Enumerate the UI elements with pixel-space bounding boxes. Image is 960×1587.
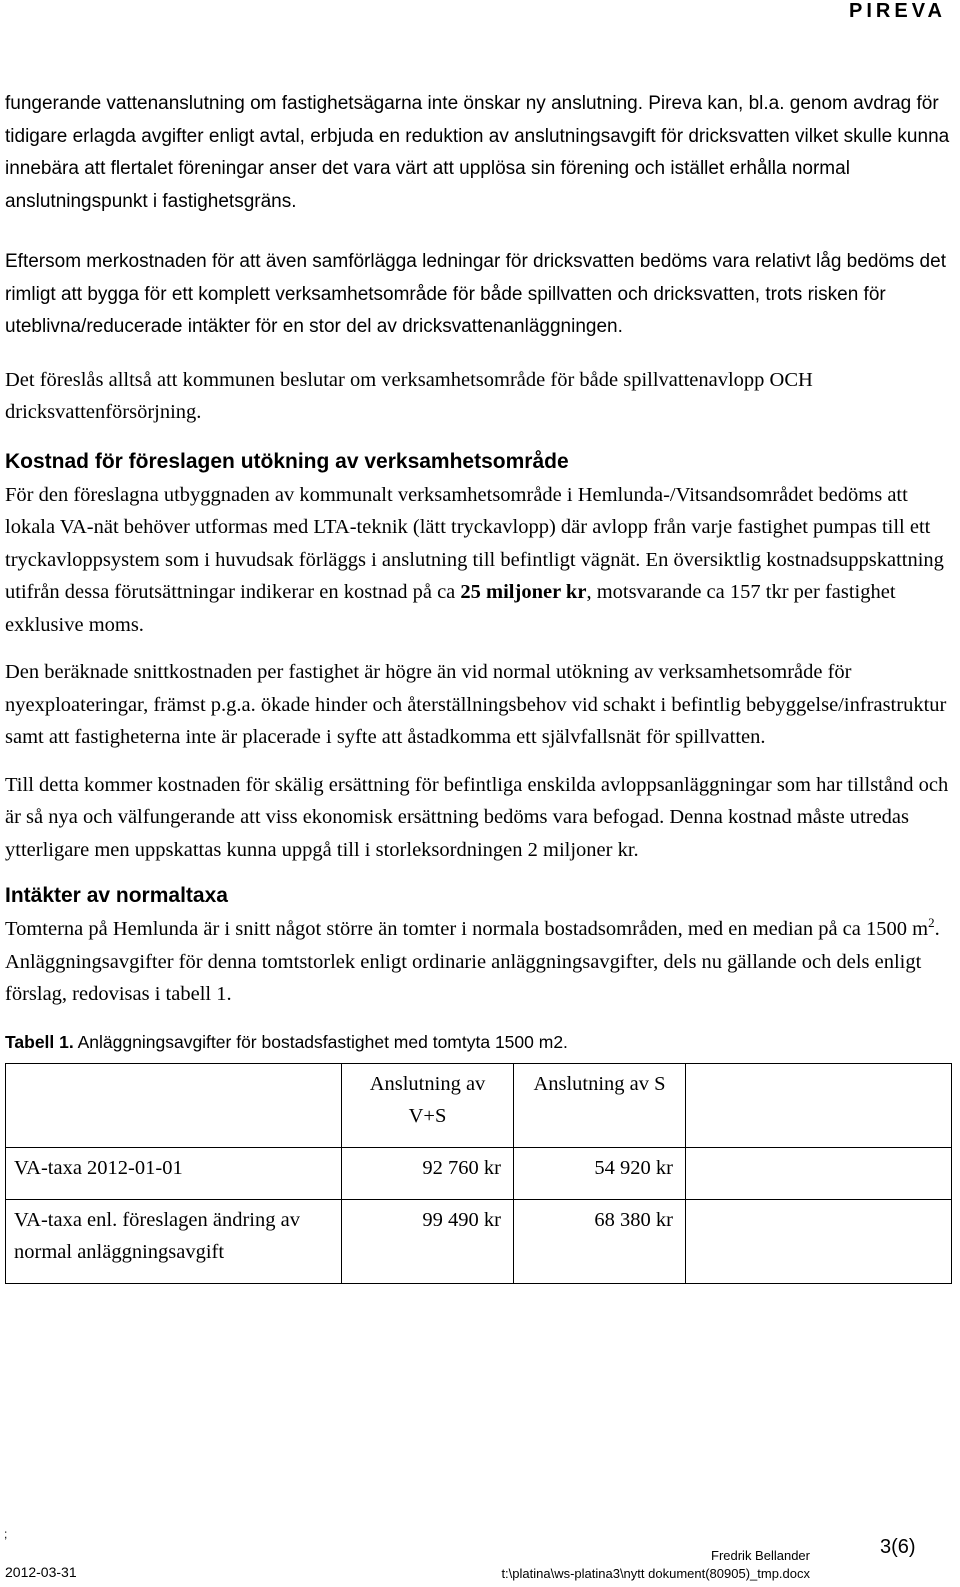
table-row — [6, 1147, 952, 1199]
header-cell-blank — [686, 1063, 952, 1147]
cost-total: 25 miljoner kr — [460, 581, 587, 603]
paragraph-cost-estimate — [5, 479, 953, 642]
document-body — [5, 88, 953, 1284]
cost-text-b: , motsvarande ca 157 tkr per fastighet exklusive moms. — [5, 581, 896, 636]
row-label: VA-taxa 2012-01-01 — [6, 1147, 342, 1199]
footer-mark: ; — [4, 1527, 8, 1541]
paragraph-proposal: Det föreslås alltså att kommunen beslutar om verksamhetsområde för både spillvattenavlopp OCH dricksvattenförsörjning. — [5, 368, 813, 423]
row-value-s: 68 380 kr — [514, 1199, 686, 1283]
row-blank — [686, 1147, 952, 1199]
table-row — [6, 1199, 952, 1283]
plot-text-b: . Anläggningsavgifter för denna tomtstorlek enligt ordinarie anläggningsavgifter, dels nu gällande och dels enligt förslag, redovisas i tabell 1. — [5, 918, 940, 1005]
row-value-s: 54 920 kr — [514, 1147, 686, 1199]
table-caption — [5, 1031, 953, 1053]
cost-text-a: För den föreslagna utbyggnaden av kommunalt verksamhetsområde i Hemlunda-/Vitsandsområdet bedöms att lokala VA-nät behöver utformas med LTA-teknik (lätt tryckavlopp) där avlopp från varje fastighet pumpas till ett tryckavloppsystem som i huvudsak förläggs i anslutning till befintligt vägnät. En översiktlig kostnadsuppskattning utifrån dessa förutsättningar indikerar en kostnad på ca — [5, 483, 944, 603]
table-caption-label: Tabell 1. — [5, 1031, 74, 1052]
header-cell-vs: Anslutning av V+S — [342, 1063, 514, 1147]
row-value-vs: 99 490 kr — [342, 1199, 514, 1283]
paragraph-compensation: Till detta kommer kostnaden för skälig ersättning för befintliga enskilda avloppsanläggningar som har tillstånd och är så nya och välfungerande att viss ekonomisk ersättning bedöms vara befogad. Denna kostnad måste utredas ytterligare men uppskattas kunna uppgå till i storleksordningen 2 miljoner kr. — [5, 773, 949, 861]
header-cell-s: Anslutning av S — [514, 1063, 686, 1147]
heading-revenue: Intäkter av normaltaxa — [5, 884, 228, 907]
superscript-2: 2 — [928, 915, 935, 931]
fee-table — [5, 1063, 952, 1284]
page-number: 3(6) — [880, 1536, 916, 1558]
table-caption-text: Anläggningsavgifter för bostadsfastighet med tomtyta 1500 m2. — [73, 1031, 568, 1052]
row-blank — [686, 1199, 952, 1283]
paragraph-cost-motivation: Eftersom merkostnaden för att även samförlägga ledningar för dricksvatten bedöms vara relativt låg bedöms det rimligt att bygga för ett komplett verksamhetsområde för både spillvatten och dricksvatten, trots risken för uteblivna/reducerade intäkter för en stor del av dricksvattenanläggningen. — [5, 251, 946, 337]
heading-cost: Kostnad för föreslagen utökning av verksamhetsområde — [5, 449, 569, 473]
footer-author: Fredrik Bellander — [711, 1548, 810, 1563]
plot-text-a: Tomterna på Hemlunda är i snitt något större än tomter i normala bostadsområden, med en median på ca 1500 m — [5, 918, 929, 940]
footer-date: 2012-03-31 — [5, 1564, 77, 1580]
row-label: VA-taxa enl. föreslagen ändring av normal anläggningsavgift — [6, 1199, 342, 1283]
paragraph-average-cost: Den beräknade snittkostnaden per fastighet är högre än vid normal utökning av verksamhetsområde för nyexploateringar, främst p.g.a. ökade hinder och återställningsbehov vid schakt i befintlig bebyggelse/infrastruktur samt att fastigheterna inte är placerade i syfte att åstadkomma ett självfallsnät för spillvatten. — [5, 661, 947, 748]
footer-path: t:\platina\ws-platina3\nytt dokument(80905)_tmp.docx — [501, 1566, 810, 1581]
company-logo: PIREVA — [849, 0, 946, 22]
paragraph-plot-size — [5, 913, 953, 1011]
paragraph-reduction: fungerande vattenanslutning om fastighetsägarna inte önskar ny anslutning. Pireva kan, bl.a. genom avdrag för tidigare erlagda avgifter enligt avtal, erbjuda en reduktion av anslutningsavgift för dricksvatten vilket skulle kunna innebära att flertalet föreningar anser det vara värt att upplösa sin förening och istället erhålla normal anslutningspunkt i fastighetsgräns. — [5, 93, 950, 212]
table-header-row — [6, 1063, 952, 1147]
header-cell-empty — [6, 1063, 342, 1147]
row-value-vs: 92 760 kr — [342, 1147, 514, 1199]
